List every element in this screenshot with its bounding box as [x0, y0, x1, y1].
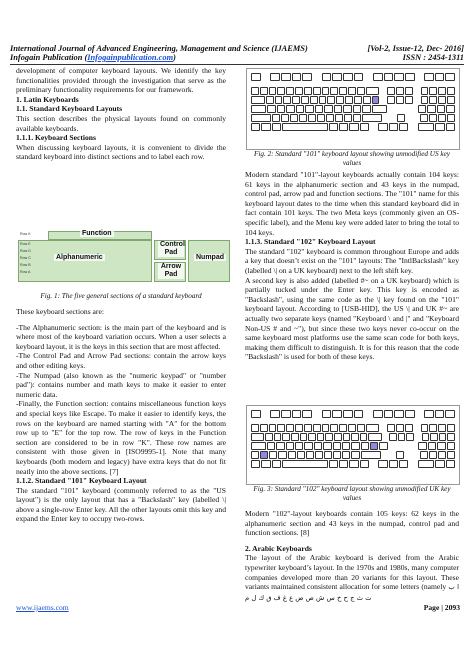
sections-intro: These keyboard sections are:: [16, 307, 104, 316]
standard-layouts-paragraph: This section describes the physical layouts found on commonly available keyboards.: [16, 113, 226, 133]
alphanumeric-paragraph: -The Alphanumeric section: is the main part of the keyboard and is where most of the keyboard variation occurs. When a user selects a keyboard layout, it is the keys in this section that are most affected.: [16, 322, 226, 351]
issue-info: [Vol-2, Issue-12, Dec- 2016]: [367, 44, 464, 53]
control-pad-label: Control Pad: [160, 241, 185, 256]
journal-title: International Journal of Advanced Engineering, Management and Science (IJAEMS): [10, 44, 308, 53]
arabic-keyboards-paragraph: The layout of the Arabic keyboard is derived from the Arabic typewriter keyboard’s layout. In the 1970s and 1980s, many computer companies developed more than 20 variants for this layout. These variants maintained consistent allocation for some letters (namely ا ب ت ث ج ح خ س ش ص ض ع غ ف ق ك ل م: [245, 553, 459, 602]
alphanumeric-zone: [18, 240, 152, 282]
figure-102-keyboard: [246, 405, 460, 485]
publisher-name: Infogain Publication (Infogainpublication.com): [10, 53, 176, 62]
function-label: Function: [82, 230, 112, 237]
row-label: Row A: [20, 270, 31, 274]
figure-3-caption: Fig. 3: Standard "102" keyboard layout showing unmodified UK key values: [253, 485, 451, 502]
row-label: Row B: [20, 263, 31, 267]
left-column: [16, 66, 226, 162]
numpad-zone: [188, 240, 230, 282]
row-label: Row K: [20, 232, 31, 236]
publisher-link[interactable]: Infogainpublication.com: [87, 53, 174, 62]
numpad-paragraph: -The Numpad (also known as the "numeric keypad" or "number pad"): contains number and math keys to make it easier to enter numeric data.: [16, 370, 226, 399]
section-heading-arabic: 2. Arabic Keyboards: [245, 543, 312, 553]
intro-paragraph: development of computer keyboard layouts. We identify the key functionalities provided through the investigation that serve as the preliminary functionality requirements for our framework.: [16, 66, 226, 95]
arrow-pad-label: Arrow Pad: [158, 263, 184, 279]
row-label: Row C: [20, 256, 31, 260]
figure-2-caption: Fig. 2: Standard "101" keyboard layout showing unmodified US key values: [254, 150, 450, 167]
row-label: Row E: [20, 242, 31, 246]
figure-101-keyboard: [246, 68, 460, 150]
subsubsection-heading-keyboard-sections: 1.1.1. Keyboard Sections: [16, 133, 96, 143]
layout-102-paragraph: The standard "102" keyboard is common throughout Europe and adds a key that doesn’t exist on the "101" layouts: The "IntlBackslash" key (labelled \| on a UK keyboard) next to the left shift key.: [245, 246, 459, 275]
alphanumeric-label: Alphanumeric: [56, 254, 103, 261]
figure-2-caption-block: [245, 150, 459, 168]
control-pad-paragraph: -The Control Pad and Arrow Pad sections: contain the arrow keys and other editing keys.: [16, 351, 226, 370]
right-column-lower: [245, 485, 459, 603]
layout-101-details-paragraph: Modern standard "101"-layout keyboards actually contain 104 keys: 61 keys in the alphanumeric section and 43 keys in the numpad, control pad, arrow pad and function sections. The "101" name for this keyboard layout dates to the time when this standard keyboard did in fact contain 101 keys. The two Meta keys (commonly given an OS-specific label), and the Menu key were added later to bring the total to 104 keys.: [245, 170, 459, 237]
subsection-heading-102: 1.1.3. Standard "102" Keyboard Layout: [245, 237, 376, 247]
header-rule: [10, 64, 464, 65]
page-number: Page | 2093: [423, 603, 460, 612]
numpad-label: Numpad: [196, 254, 224, 261]
subsection-heading-101: 1.1.2. Standard "101" Keyboard Layout: [16, 476, 147, 486]
layout-102-keycount-paragraph: Modern "102"-layout keyboards contain 105 keys: 62 keys in the alphanumeric section and 43 keys in the numpad, control pad and function sections. [8]: [245, 509, 459, 538]
figure-1-caption: Fig. 1: The five general sections of a standard keyboard: [40, 292, 202, 300]
journal-website-link[interactable]: www.ijaems.com: [16, 603, 69, 612]
layout-102-backslash-paragraph: A second key is also added (labelled #~ on a UK keyboard) which is partially tucked under the Enter key. This key is encoded as "Backslash", using the same code as the \| key found on the "101" keyboard layout. According to [USB-HID], the US \| and UK #~ are actually two separate keys (named "Keyboard \ and |" and "Keyboard Non-US # and ~"), but since these two keys never co-occur on the same keyboard most platforms use the same scan code for both keys, making them difficult to distinguish. It is for this reason that the code "Backslash" is used for both of these keys.: [245, 275, 459, 362]
section-heading-latin: 1. Latin Keyboards: [16, 94, 79, 104]
function-paragraph: -Finally, the Function section: contains miscellaneous function keys and special keys like Escape. To make it easier to identify keys, the rows on the keyboard are named starting with "A" for the bottom row up to "E" for the top row. The row of keys in the Function section are considered to be in row "K". These row names are consistent with those given in [ISO9995-1]. Note that many keyboards (both modern and legacy) have extra keys that do not fit neatly into the above sections. [7]: [16, 399, 226, 476]
layout-101-paragraph: The standard "101" keyboard (commonly referred to as the "US layout") is the only layout that has a "Backslash" key (labelled \| above a single-row Enter key. All the other layouts omit this key and expand the Enter key to occupy two-rows.: [16, 485, 226, 524]
left-column-lower: [16, 292, 226, 524]
issn: ISSN : 2454-1311: [402, 53, 464, 62]
figure-keyboard-sections: [18, 228, 228, 284]
subsection-heading-standard-layouts: 1.1. Standard Keyboard Layouts: [16, 104, 123, 114]
right-column-upper: [245, 170, 459, 362]
row-label: Row D: [20, 249, 31, 253]
arabic-letters: ا ب ت ث ج ح خ س ش ص ض ع غ ف ق ك ل م: [245, 583, 459, 602]
keyboard-sections-paragraph: When discussing keyboard layouts, it is convenient to divide the standard keyboard into distinct sections and to label each row.: [16, 142, 226, 162]
